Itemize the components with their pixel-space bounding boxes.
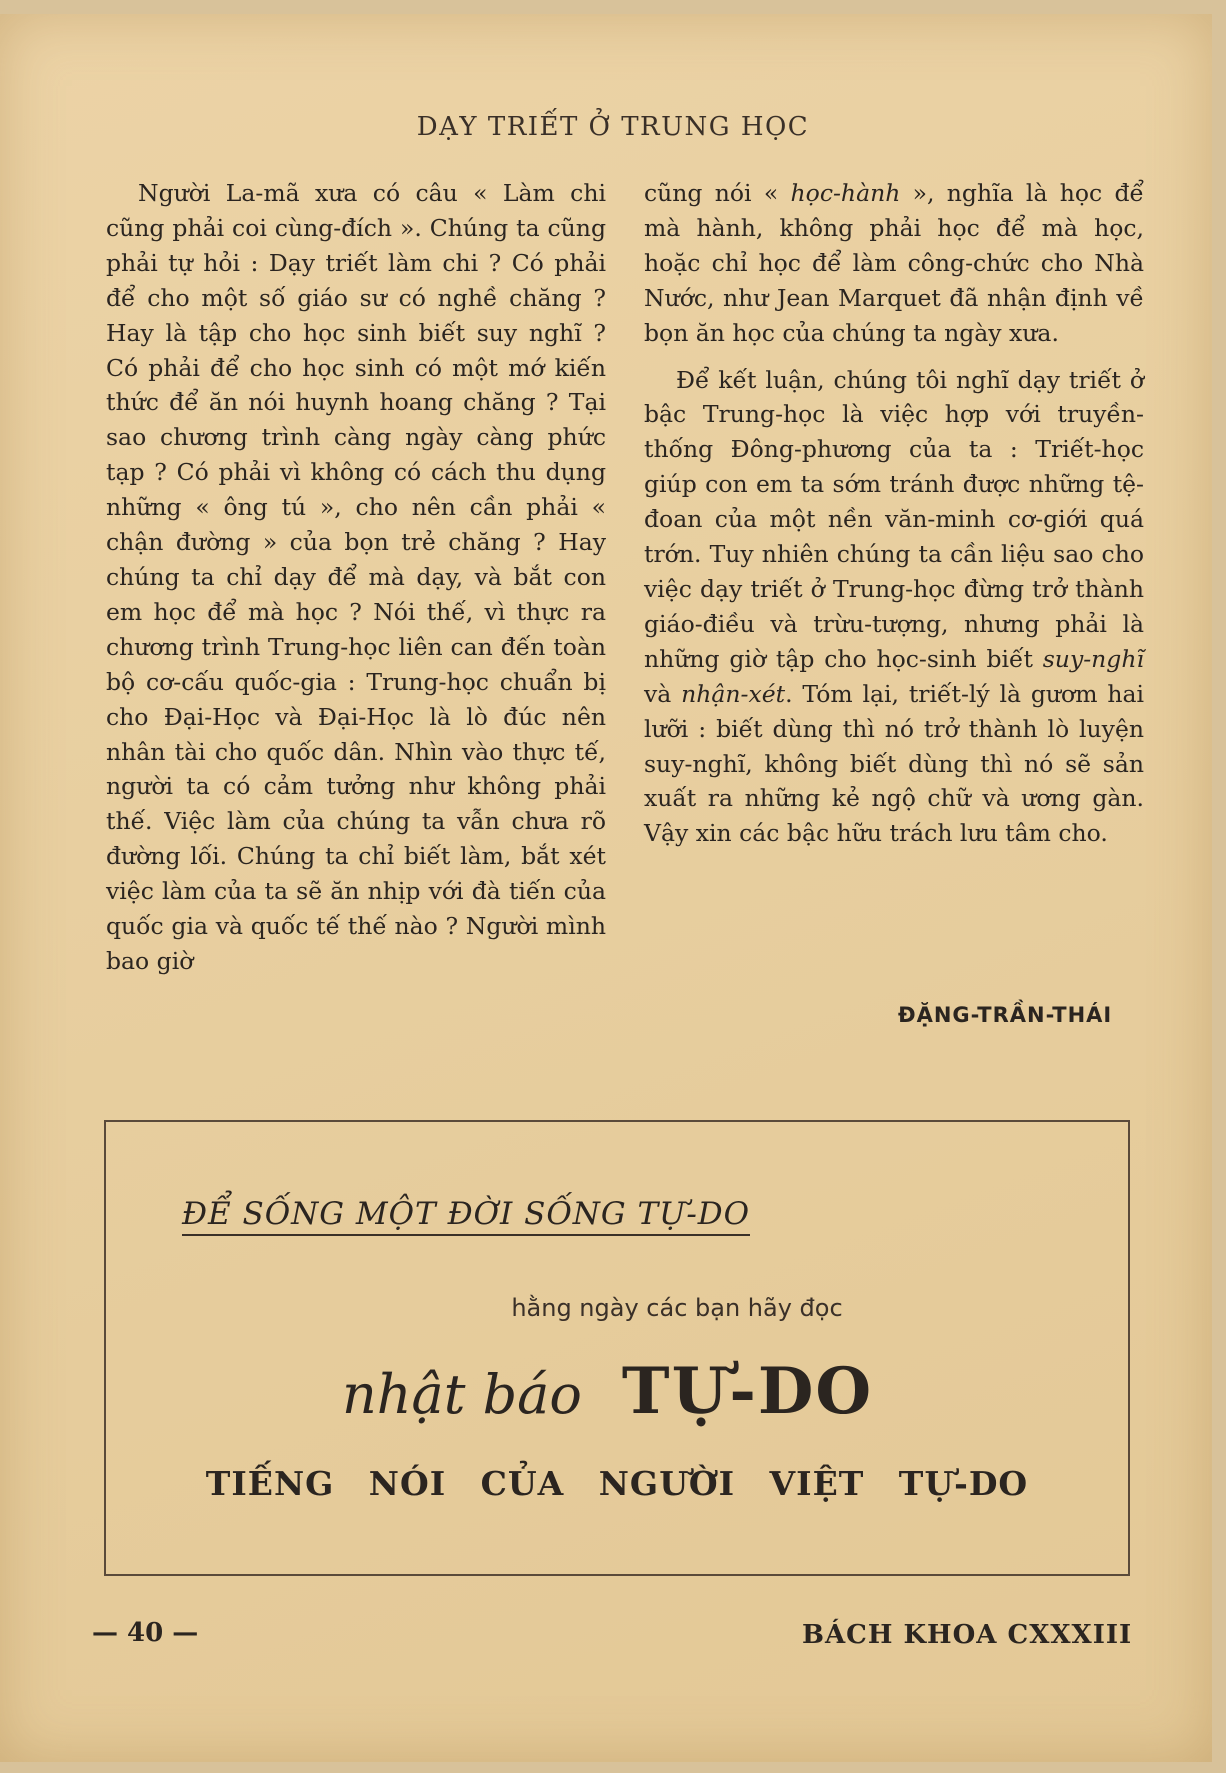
article-conclusion-paragraph — [644, 363, 1144, 852]
italic-term: nhận-xét — [681, 679, 786, 708]
ad-paper-title — [342, 1354, 873, 1429]
magazine-issue: BÁCH KHOA CXXXIII — [802, 1620, 1133, 1650]
author-signature: ĐẶNG-TRẦN-THÁI — [898, 1003, 1113, 1027]
ad-headline: ĐỂ SỐNG MỘT ĐỜI SỐNG TỰ-DO — [182, 1196, 750, 1236]
text-run: và — [644, 679, 682, 708]
ad-paper-prefix: nhật báo — [342, 1363, 582, 1426]
ad-subline: hằng ngày các bạn hãy đọc — [511, 1294, 843, 1322]
ad-paper-name: TỰ-DO — [621, 1354, 874, 1429]
article-paragraph: Người La-mã xưa có câu « Làm chi cũng phải coi cùng-đích ». Chúng ta cũng phải tự hỏi : Dạy triết làm chi ? Có phải để cho một số giáo sư có nghề chăng ? Hay là tập cho học sinh biết suy nghĩ ? Có phải để cho học sinh có một mớ kiến thức để ăn nói huynh hoang chăng ? Tại sao chương trình càng ngày càng phức tạp ? Có phải vì không có cách thu dụng những « ông tú », cho nên cần phải « chận đường » của bọn trẻ chăng ? Hay chúng ta chỉ dạy để mà dạy, và bắt con em học để mà học ? Nói thế, vì thực ra chương trình Trung-học liên can đến toàn bộ cơ-cấu quốc-gia : Trung-học chuẩn bị cho Đại-Học và Đại-Học là lò đúc nên nhân tài cho quốc dân. Nhìn vào thực tế, người ta có cảm tưởng như không phải thế. Việc làm của chúng ta vẫn chưa rõ đường lối. Chúng ta chỉ biết làm, bắt xét việc làm của ta sẽ ăn nhịp với đà tiến của quốc gia và quốc tế thế nào ? Người mình bao giờ — [106, 179, 606, 975]
text-run: Để kết luận, chúng tôi nghĩ dạy triết ở bậc Trung-học là việc hợp với truyền-thống Đông-phương của ta : Triết-học giúp con em ta sớm tránh được những tệ-đoan của một nền văn-minh cơ-giới quá trớn. Tuy nhiên chúng ta cần liệu sao cho việc dạy triết ở Trung-học đừng trở thành giáo-điều và trừu-tượng, nhưng phải là những giờ tập cho học-sinh biết — [644, 365, 1144, 673]
italic-term: học-hành — [790, 179, 901, 207]
article-right-column — [644, 176, 1144, 851]
text-run: cũng nói « — [644, 179, 791, 207]
ad-slogan: TIẾNG NÓI CỦA NGƯỜI VIỆT TỰ-DO — [205, 1464, 1029, 1503]
page-number: — 40 — — [92, 1618, 199, 1648]
text-run: . Tóm lại, triết-lý là gươm hai lưỡi : biết dùng thì nó trở thành lò luyện suy-nghĩ, không biết dùng thì nó sẽ sản xuất ra những kẻ ngộ chữ và ương gàn. Vậy xin các bậc hữu trách lưu tâm cho. — [644, 679, 1144, 848]
text-run: », nghĩa là học để mà hành, không phải học để mà học, hoặc chỉ học để làm công-chức cho Nhà Nước, như Jean Marquet đã nhận định về bọn ăn học của chúng ta ngày xưa. — [644, 179, 1144, 347]
newspaper-advertisement — [104, 1120, 1130, 1576]
article-left-column — [106, 176, 606, 979]
italic-term: suy-nghĩ — [1042, 644, 1144, 673]
running-title: DẠY TRIẾT Ở TRUNG HỌC — [416, 112, 810, 142]
article-paragraph — [644, 176, 1144, 351]
